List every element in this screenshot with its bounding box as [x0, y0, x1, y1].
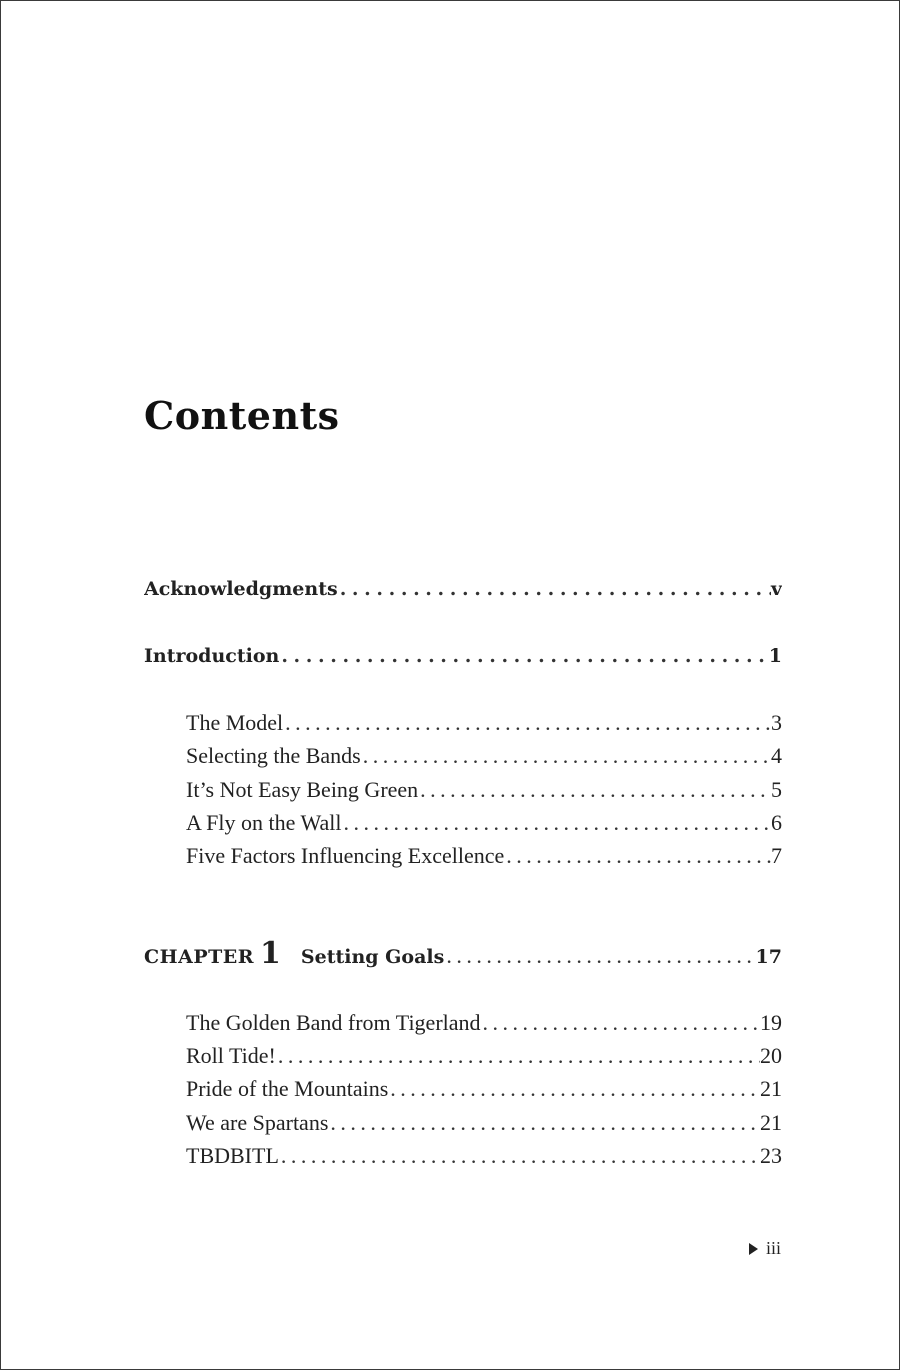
- toc-page-number: 6: [771, 810, 782, 835]
- dot-leader: [342, 810, 772, 836]
- dot-leader: [504, 843, 771, 869]
- toc-subentry[interactable]: [186, 743, 782, 769]
- toc-page-number: 4: [771, 743, 782, 768]
- toc-page-number: 23: [760, 1143, 782, 1168]
- dot-leader: [279, 1143, 760, 1169]
- toc-subentry[interactable]: [186, 843, 782, 869]
- toc-entry-label: We are Spartans: [186, 1110, 329, 1135]
- toc-entry-acknowledgments[interactable]: [144, 578, 782, 600]
- toc-subentry[interactable]: [186, 1143, 782, 1169]
- toc-entry-label: The Model: [186, 710, 284, 735]
- toc-page-number: 17: [755, 946, 782, 968]
- toc-entry-label: Introduction: [144, 645, 280, 667]
- toc-entry-label: Pride of the Mountains: [186, 1076, 389, 1101]
- right-triangle-icon: [749, 1243, 758, 1255]
- dot-leader: [444, 943, 755, 969]
- toc-entry-label: Setting Goals: [300, 946, 445, 968]
- page-title: Contents: [144, 393, 340, 438]
- dot-leader: [283, 710, 771, 736]
- toc-entry-label: Selecting the Bands: [186, 743, 361, 768]
- dot-leader: [481, 1010, 760, 1036]
- page-folio: [749, 1238, 781, 1259]
- dot-leader: [338, 578, 771, 600]
- toc-entry-introduction[interactable]: [144, 645, 782, 667]
- dot-leader: [418, 777, 771, 803]
- toc-entry-label: Five Factors Influencing Excellence: [186, 843, 505, 868]
- dot-leader: [279, 645, 768, 667]
- toc-page-number: 1: [768, 645, 782, 667]
- toc-chapter-1[interactable]: [144, 936, 782, 971]
- toc-entry-label: A Fly on the Wall: [186, 810, 342, 835]
- chapter-number: 1: [260, 936, 281, 971]
- dot-leader: [328, 1110, 760, 1136]
- toc-page-number: 7: [771, 843, 782, 868]
- chapter-prefix: CHAPTER: [144, 946, 255, 968]
- toc-page-number: 20: [760, 1043, 782, 1068]
- dot-leader: [276, 1043, 760, 1069]
- toc-page-number: 21: [760, 1110, 782, 1135]
- toc-page-number: 3: [771, 710, 782, 735]
- dot-leader: [361, 743, 771, 769]
- toc-page-number: 21: [760, 1076, 782, 1101]
- folio-page-number: iii: [766, 1238, 782, 1258]
- toc-subentry[interactable]: [186, 1043, 782, 1069]
- toc-entry-label: The Golden Band from Tigerland: [186, 1010, 481, 1035]
- toc-subentry[interactable]: [186, 810, 782, 836]
- toc-subentry[interactable]: [186, 1076, 782, 1102]
- toc-subentry[interactable]: [186, 1110, 782, 1136]
- toc-page-number: 19: [760, 1010, 782, 1035]
- toc-subentry[interactable]: [186, 710, 782, 736]
- toc-entry-label: Acknowledgments: [144, 578, 338, 600]
- dot-leader: [388, 1076, 760, 1102]
- toc-page-number: v: [770, 578, 782, 600]
- toc-subentry[interactable]: [186, 777, 782, 803]
- toc-subentry[interactable]: [186, 1010, 782, 1036]
- toc-entry-label: Roll Tide!: [186, 1043, 276, 1068]
- toc-entry-label: TBDBITL: [186, 1143, 279, 1168]
- toc-entry-label: It’s Not Easy Being Green: [186, 777, 419, 802]
- toc-page-number: 5: [771, 777, 782, 802]
